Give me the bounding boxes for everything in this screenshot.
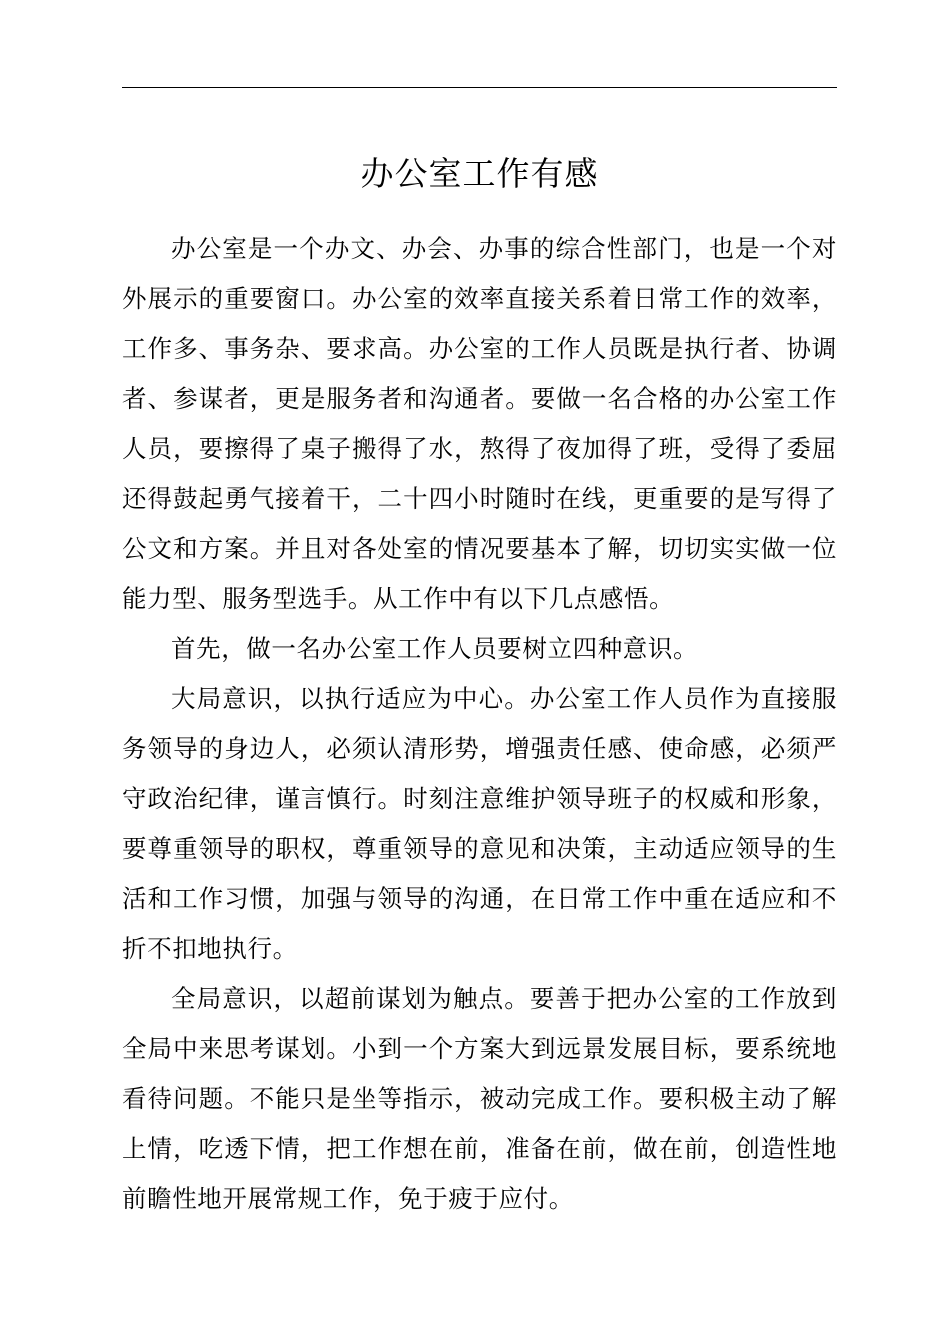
paragraph-first-point: 首先，做一名办公室工作人员要树立四种意识。 <box>171 634 699 663</box>
document-body <box>122 224 837 1224</box>
paragraph-global-awareness: 全局意识，以超前谋划为触点。要善于把办公室的工作放到全局中来思考谋划。小到一个方案大到远景发展目标，要系统地看待问题。不能只是坐等指示，被动完成工作。要积极主动了解上情，吃透下情，把工作想在前，准备在前，做在前，创造性地前瞻性地开展常规工作，免于疲于应付。 <box>122 984 837 1213</box>
document-title: 办公室工作有感 <box>360 154 599 193</box>
paragraph-overall-awareness: 大局意识，以执行适应为中心。办公室工作人员作为直接服务领导的身边人，必须认清形势，增强责任感、使命感，必须严守政治纪律，谨言慎行。时刻注意维护领导班子的权威和形象，要尊重领导的职权，尊重领导的意见和决策，主动适应领导的生活和工作习惯，加强与领导的沟通，在日常工作中重在适应和不折不扣地执行。 <box>122 684 837 963</box>
header-rule <box>122 87 837 88</box>
paragraph-intro: 办公室是一个办文、办会、办事的综合性部门，也是一个对外展示的重要窗口。办公室的效率直接关系着日常工作的效率，工作多、事务杂、要求高。办公室的工作人员既是执行者、协调者、参谋者，更是服务者和沟通者。要做一名合格的办公室工作人员，要擦得了桌子搬得了水，熬得了夜加得了班，受得了委屈还得鼓起勇气接着干，二十四小时随时在线，更重要的是写得了公文和方案。并且对各处室的情况要基本了解，切切实实做一位能力型、服务型选手。从工作中有以下几点感悟。 <box>122 234 837 613</box>
